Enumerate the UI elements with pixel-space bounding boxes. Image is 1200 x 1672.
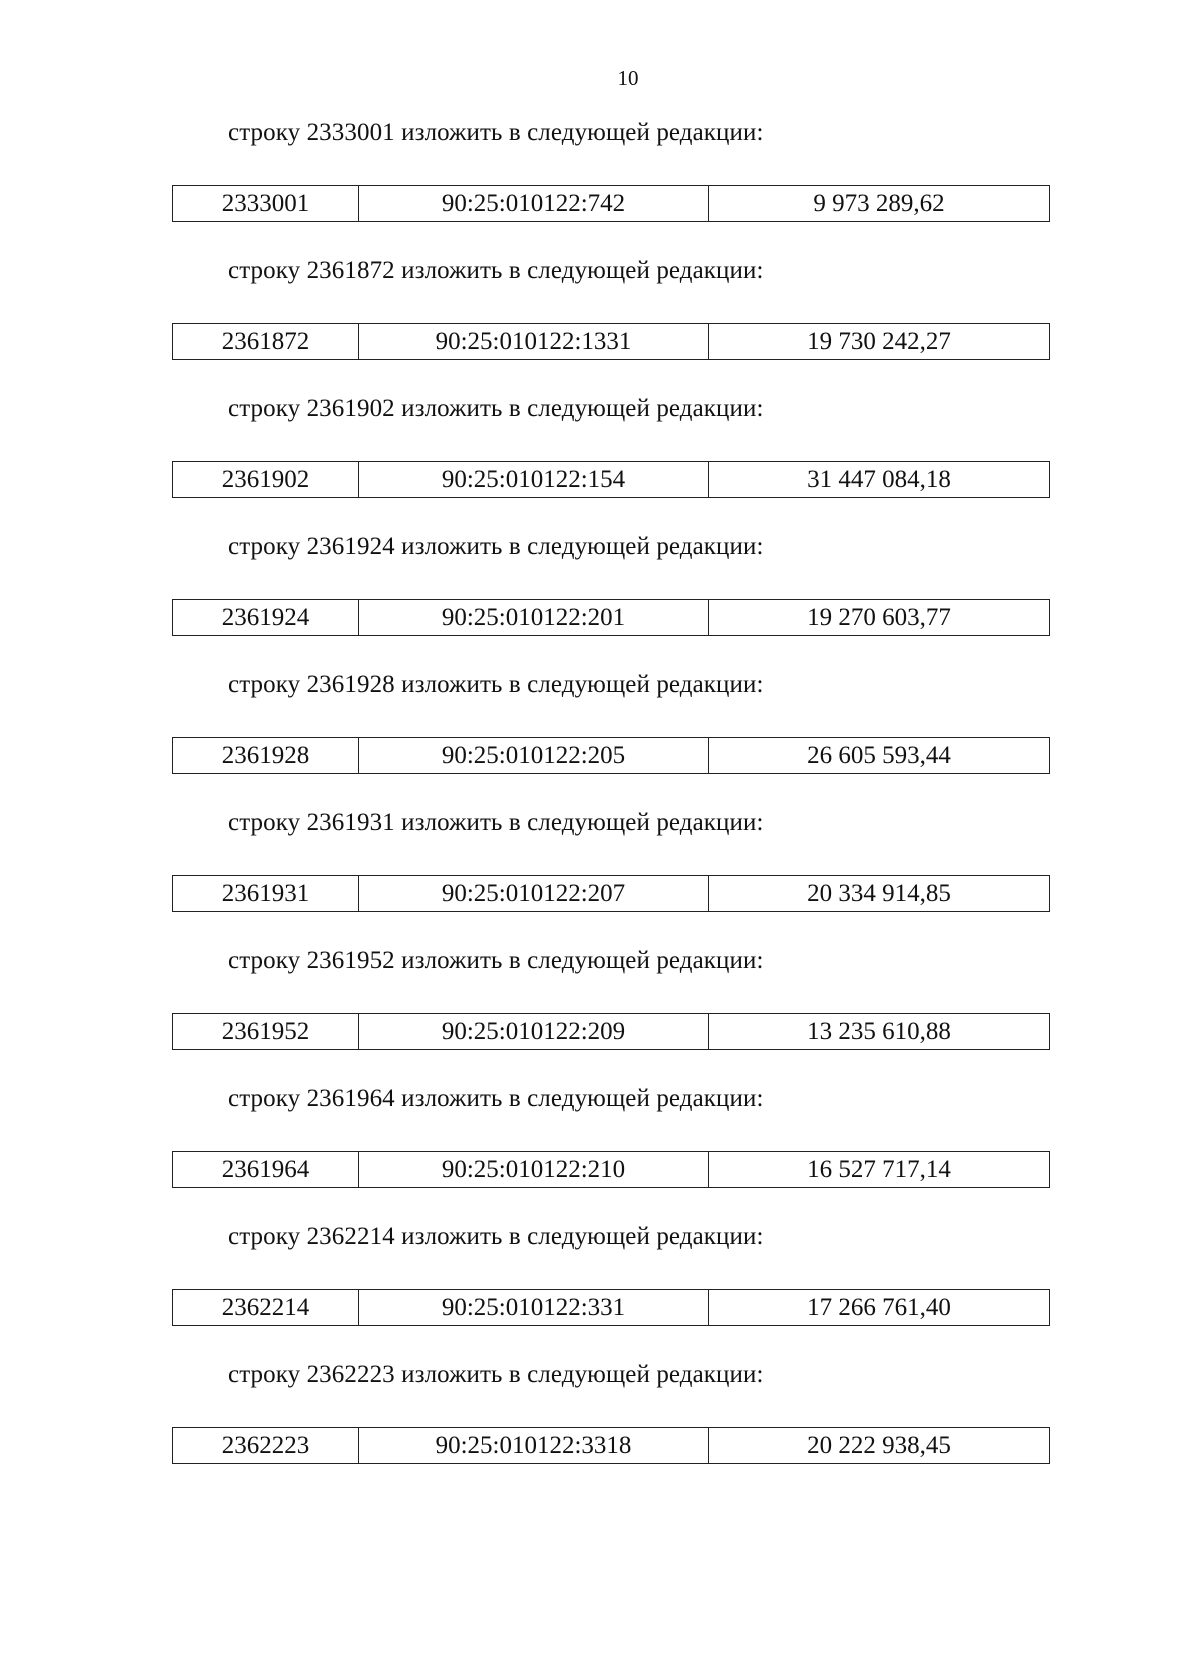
value-cell: 17 266 761,40 [807,1294,951,1321]
value-cell: 31 447 084,18 [807,466,951,493]
value-cell: 16 527 717,14 [807,1156,951,1183]
table-row [172,1013,1050,1050]
table-row [172,875,1050,912]
cadastral-number-cell: 90:25:010122:209 [359,1014,709,1049]
instruction-text: строку 2361902 изложить в следующей редакции: [228,395,764,422]
cadastral-number-cell: 90:25:010122:154 [359,462,709,497]
row-code-cell: 2361931 [173,876,359,911]
value-cell: 13 235 610,88 [807,1018,951,1045]
entry [0,527,1200,665]
entry [0,941,1200,1079]
entry [0,113,1200,251]
entry [0,1079,1200,1217]
instruction-text: строку 2361872 изложить в следующей редакции: [228,257,764,284]
entry [0,803,1200,941]
table-row [172,599,1050,636]
instruction-text: строку 2361931 изложить в следующей редакции: [228,809,764,836]
row-code-cell: 2362223 [173,1428,359,1463]
cadastral-number-cell: 90:25:010122:201 [359,600,709,635]
entry [0,1217,1200,1355]
value-cell: 19 730 242,27 [807,328,951,355]
instruction-text: строку 2361928 изложить в следующей редакции: [228,671,764,698]
cadastral-number-cell: 90:25:010122:3318 [359,1428,709,1463]
row-code-cell: 2361928 [173,738,359,773]
entries-list [0,113,1200,1493]
row-code-cell: 2361872 [173,324,359,359]
value-cell: 9 973 289,62 [813,190,945,217]
table-row [172,737,1050,774]
cadastral-number-cell: 90:25:010122:205 [359,738,709,773]
cadastral-number-cell: 90:25:010122:210 [359,1152,709,1187]
row-code-cell: 2361964 [173,1152,359,1187]
row-code-cell: 2333001 [173,186,359,221]
cadastral-number-cell: 90:25:010122:331 [359,1290,709,1325]
row-code-cell: 2361952 [173,1014,359,1049]
instruction-text: строку 2362214 изложить в следующей редакции: [228,1223,764,1250]
value-cell: 19 270 603,77 [807,604,951,631]
entry [0,1355,1200,1493]
table-row [172,1151,1050,1188]
table-row [172,323,1050,360]
value-cell: 20 334 914,85 [807,880,951,907]
instruction-text: строку 2361924 изложить в следующей редакции: [228,533,764,560]
page-number: 10 [617,66,639,90]
table-row [172,185,1050,222]
entry [0,251,1200,389]
cadastral-number-cell: 90:25:010122:742 [359,186,709,221]
row-code-cell: 2362214 [173,1290,359,1325]
value-cell: 26 605 593,44 [807,742,951,769]
cadastral-number-cell: 90:25:010122:1331 [359,324,709,359]
instruction-text: строку 2361952 изложить в следующей редакции: [228,947,764,974]
instruction-text: строку 2362223 изложить в следующей редакции: [228,1361,764,1388]
entry [0,389,1200,527]
entry [0,665,1200,803]
table-row [172,1289,1050,1326]
row-code-cell: 2361924 [173,600,359,635]
table-row [172,1427,1050,1464]
row-code-cell: 2361902 [173,462,359,497]
value-cell: 20 222 938,45 [807,1432,951,1459]
instruction-text: строку 2333001 изложить в следующей редакции: [228,119,764,146]
cadastral-number-cell: 90:25:010122:207 [359,876,709,911]
table-row [172,461,1050,498]
instruction-text: строку 2361964 изложить в следующей редакции: [228,1085,764,1112]
